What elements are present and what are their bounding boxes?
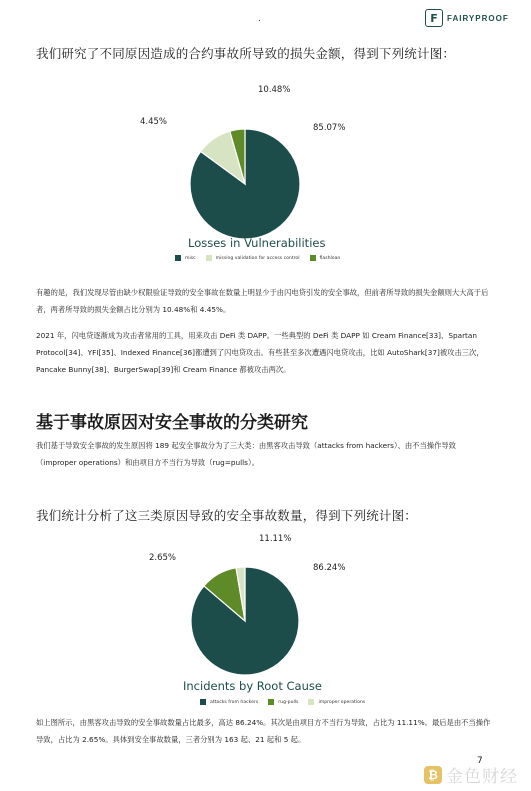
page-number: 7 [477,756,483,766]
losses-chart-heading: 我们研究了不同原因造成的合约事故所导致的损失金额，得到下列统计图： [36,46,456,61]
incidents-chart-legend [200,699,365,705]
data-label: 2.65% [149,553,177,563]
brand-name: FAIRYPROOF [447,13,509,23]
legend-swatch [175,255,181,261]
flashloan-paragraph: 2021 年，闪电贷逐渐成为攻击者常用的工具，用来攻击 DeFi 类 DAPP。一些典型的 DeFi 类 DAPP 如 Cream Finance[33]、Spartan Protocol[34]、YFI[35]、Indexed Finance[36]都遭到了闪电贷攻击。有些甚至多次遭遇闪电贷攻击，比如 AutoShark[37]被攻击三次，Pancake Bunny[38]、BurgerSwap[39]和 Cream Finance 都被攻击两次。 [36,331,484,374]
legend-label: rug-pulls [278,699,299,705]
legend-item-misc [175,255,196,261]
data-label: 10.48% [258,85,291,95]
incidents-chart-title: Incidents by Root Cause [183,679,322,693]
data-label: 86.24% [313,563,346,573]
legend-item-improper-operations [308,699,365,705]
losses-chart-legend [175,255,340,261]
legend-label: flashloan [319,255,341,261]
header-dot: . [258,14,261,24]
losses-analysis-paragraph: 有趣的是，我们发现尽管由缺少权限验证导致的安全事故在数量上明显少于由闪电贷引发的安全事故，但前者所导致的损失金额则大大高于后者，两者所导致的损失金额占比分别为 10.48%和 4.45%。 [36,288,489,314]
legend-swatch [268,699,274,705]
legend-swatch [308,699,314,705]
legend-swatch [200,699,206,705]
legend-label: missing validation for access control [215,255,300,261]
jinse-logo-icon: ₿ [424,766,442,784]
classification-paragraph: 我们基于导致安全事故的发生原因将 189 起安全事故分为了三大类：由黑客攻击导致（attacks from hackers）、由不当操作导致（improper operations）和由项目方不当行为导致（rug=pulls）。 [36,441,456,467]
data-label: 85.07% [313,123,346,133]
watermark-text: 金色财经 [446,767,518,787]
legend-item-rug-pulls [268,699,298,705]
data-label: 11.11% [259,534,292,544]
legend-label: misc [185,255,196,261]
legend-item-hackers [200,699,258,705]
incidents-chart-heading: 我们统计分析了这三类原因导致的安全事故数量，得到下列统计图： [36,508,418,523]
legend-item-flashloan [310,255,341,261]
incidents-analysis-paragraph: 如上图所示，由黑客攻击导致的安全事故数量占比最多，高达 86.24%。其次是由项目方不当行为导致，占比为 11.11%。最后是由不当操作导致，占比为 2.65%。具体到安全事故数量，三者分别为 163 起、21 起和 5 起。 [36,718,491,744]
incidents-pie-chart [120,530,410,680]
legend-label: improper operations [318,699,366,705]
losses-chart-title: Losses in Vulnerabilities [188,236,326,250]
section-heading: 基于事故原因对安全事故的分类研究 [36,413,308,433]
legend-swatch [310,255,316,261]
fairyproof-logo [425,9,509,27]
data-label: 4.45% [140,117,168,127]
jinse-watermark [424,762,518,787]
legend-label: attacks from hackers [210,699,259,705]
legend-swatch [206,255,212,261]
legend-item-access-control [206,255,300,261]
fairyproof-logo-icon: F [425,9,443,27]
